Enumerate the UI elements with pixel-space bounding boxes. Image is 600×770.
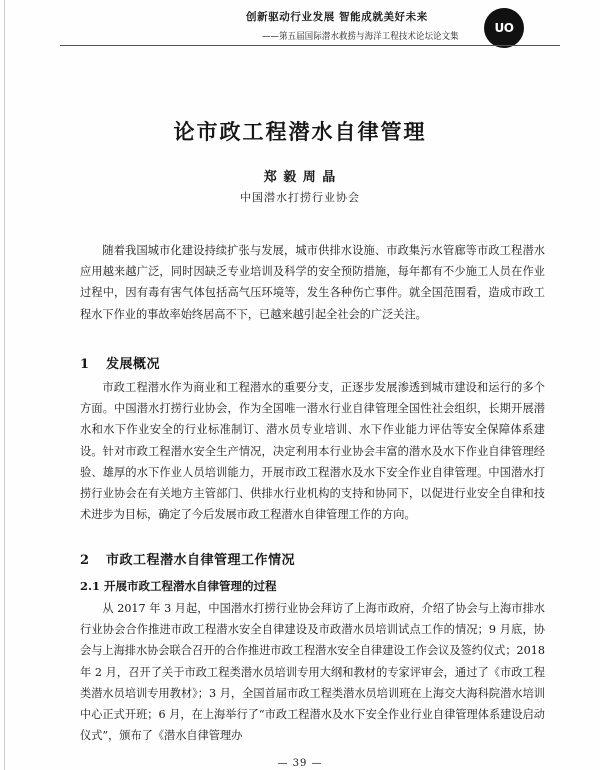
page-number: — 39 — (277, 758, 323, 769)
header-proceedings-title: ——第五届国际潜水救捞与海洋工程技术论坛论文集 (262, 32, 459, 42)
section-number: 2 (80, 553, 90, 568)
header-slogan: 创新驱动行业发展 智能成就美好未来 (246, 11, 428, 23)
forum-logo-icon: UO (484, 8, 524, 48)
subsection-number: 2.1 (80, 579, 101, 593)
section-heading-development (80, 353, 160, 372)
running-header (0, 0, 600, 52)
article-affiliation: 中国潜水打捞行业协会 (240, 191, 360, 204)
development-paragraph: 市政工程潜水作为商业和工程潜水的重要分支，正逐步发展渗透到城市建设和运行的多个方面。中国潜水打捞行业协会，作为全国唯一潜水行业自律管理全国性社会组织，长期开展潜水和水下作业安全的行业标准制订、潜水员专业培训、水下作业能力评估等安全保障体系建设。针对市政工程潜水安全生产情况，决定利用本行业协会丰富的潜水及水下作业自律管理经验、雄厚的水下作业人员培训能力，开展市政工程潜水及水下安全作业自律管理。中国潜水打捞行业协会在有关地方主管部门、供排水行业机构的支持和协同下，以促进行业安全自律和技术进步为目标，确定了今后发展市政工程潜水自律管理工作的方向。 (80, 381, 545, 522)
section-heading-management (80, 549, 295, 568)
article-authors: 郑 毅 周 晶 (263, 170, 337, 185)
process-paragraph: 从 2017 年 3 月起，中国潜水打捞行业协会拜访了上海市政府，介绍了协会与上海市排水行业协会合作推进市政工程潜水安全自律建设及市政潜水员培训试点工作的情况；9 月底，协会与上海排水协会联合召开的合作推进市政工程潜水安全自律建设工作会议及签约仪式；2018 年 2 月，召开了关于市政工程类潜水员培训专用大纲和教材的专家评审会，通过了《市政工程类潜水员培训专用教材》；3 月，全国首届市政工程类潜水员培训班在上海交大海科院潜水培训中心正式开班；6 月，在上海举行了“市政工程潜水及水下安全作业行业自律管理体系建设启动仪式”，颁布了《潜水自律管理办 (80, 602, 545, 743)
section-title: 发展概况 (106, 357, 161, 372)
section-title: 市政工程潜水自律管理工作情况 (106, 553, 296, 568)
article-title: 论市政工程潜水自律管理 (173, 119, 427, 144)
intro-paragraph: 随着我国城市化建设持续扩张与发展，城市供排水设施、市政集污水管廊等市政工程潜水应用越来越广泛，同时因缺乏专业培训及科学的安全预防措施，每年都有不少施工人员在作业过程中，因有毒有害气体包括高气压环境等，发生各种伤亡事件。就全国范围看，造成市政工程水下作业的事故率始终居高不下，已越来越引起全社会的广泛关注。 (80, 244, 545, 321)
section-number: 1 (80, 357, 90, 372)
subsection-heading-process (80, 578, 277, 594)
subsection-title: 开展市政工程潜水自律管理的过程 (104, 579, 277, 593)
header-divider (60, 45, 560, 46)
